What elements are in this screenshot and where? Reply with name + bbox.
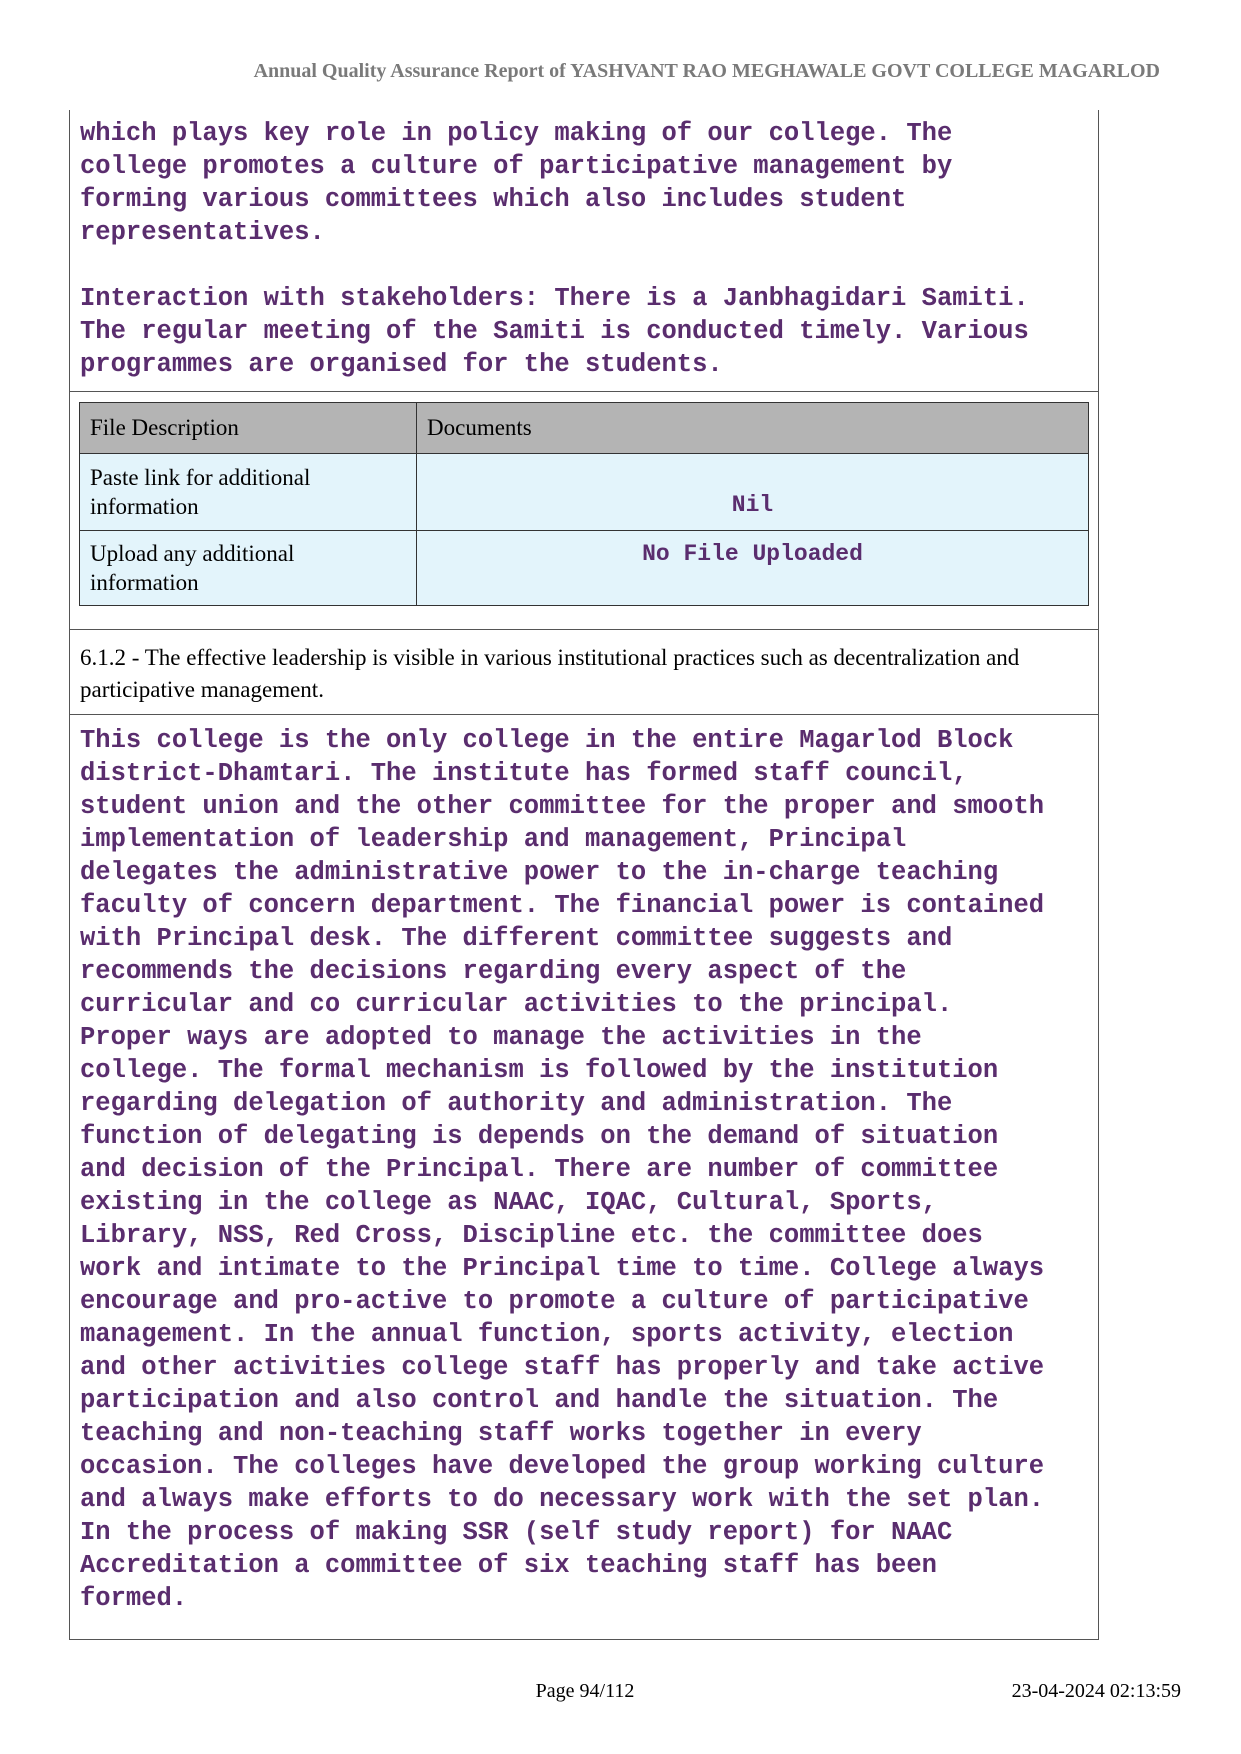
document-link-value[interactable]: Nil [731,492,774,518]
report-header: Annual Quality Assurance Report of YASHVANT RAO MEGHAWALE GOVT COLLEGE MAGARLOD [253,60,1160,82]
column-header-documents: Documents [417,403,1089,454]
file-description-table [79,402,1089,606]
criterion-response: This college is the only college in the entire Magarlod Block district-Dhamtari. The institute has formed staff council, student union and the other committee for the proper and smooth implementation of leadership and management, Principal delegates the administrative power to the in-charge teaching faculty of concern department. The financial power is contained with Principal desk. The different committee suggests and recommends the decisions regarding every aspect of the curricular and co curricular activities to the principal. Proper ways are adopted to manage the activities in the college. The formal mechanism is followed by the institution regarding delegation of authority and administration. The function of delegating is depends on the demand of situation and decision of the Principal. There are number of committee existing in the college as NAAC, IQAC, Cultural, Sports, Library, NSS, Red Cross, Discipline etc. the committee does work and intimate to the Principal time to time. College always encourage and pro-active to promote a culture of participative management. In the annual function, sports activity, election and other activities college staff has properly and take active participation and also control and handle the situation. The teaching and non-teaching staff works together in every occasion. The colleges have developed the group working culture and always make efforts to do necessary work with the set plan. In the process of making SSR (self study report) for NAAC Accreditation a committee of six teaching staff has been formed. [69,714,1099,1640]
response-paragraph: Interaction with stakeholders: There is a Janbhagidari Samiti. The regular meeting of the Samiti is conducted timely. Various programmes are organised for the students. [80,284,1029,379]
column-header-file-description: File Description [80,403,417,454]
file-description-cell: Paste link for additional information [80,454,417,531]
response-continuation-block [69,110,1099,392]
document-cell [417,531,1089,606]
footer-timestamp: 23-04-2024 02:13:59 [1011,1680,1181,1702]
file-table-container [69,391,1099,630]
document-upload-value[interactable]: No File Uploaded [642,541,863,567]
file-description-cell: Upload any additional information [80,531,417,606]
document-cell [417,454,1089,531]
table-row [80,531,1089,606]
table-header-row [80,403,1089,454]
response-paragraph: which plays key role in policy making of our college. The college promotes a culture of participative management by forming various committees which also includes student representatives. [80,119,953,247]
page-number: Page 94/112 [535,1680,635,1702]
table-row [80,454,1089,531]
criterion-question: 6.1.2 - The effective leadership is visible in various institutional practices such as decentralization and participative management. [69,629,1099,715]
